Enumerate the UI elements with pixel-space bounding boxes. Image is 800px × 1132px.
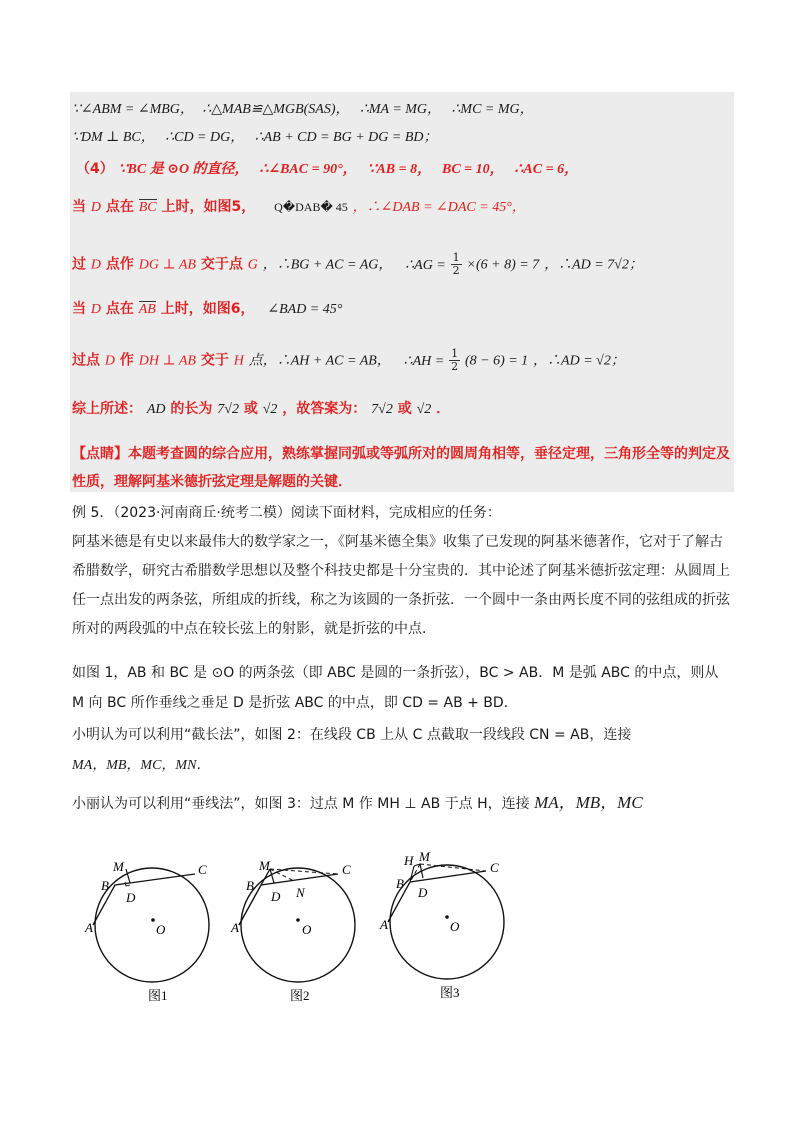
statement: ∠BAD = 45° bbox=[267, 302, 343, 317]
text: 上时，如图5， bbox=[161, 199, 256, 215]
statement: ∴MA = MG， bbox=[359, 102, 442, 117]
var: D bbox=[90, 257, 101, 273]
label-d: D bbox=[418, 885, 428, 900]
statement: ∵BC 是 ⊙O 的直径， bbox=[118, 162, 249, 177]
solution-line-4 bbox=[72, 196, 526, 216]
circle bbox=[390, 865, 504, 979]
solution-line-8 bbox=[72, 398, 450, 418]
fraction-num: 1 bbox=[452, 251, 460, 264]
text: 上时，如图6， bbox=[160, 301, 255, 317]
statement: ∵∠ABM = ∠MBG， bbox=[72, 102, 194, 117]
caption-fig2: 图2 bbox=[290, 988, 310, 1003]
solution-line-1 bbox=[72, 98, 534, 118]
arc-bc: BC bbox=[138, 200, 157, 215]
statement: ，∴AD = 7√2； bbox=[544, 257, 643, 273]
label-b: B bbox=[246, 878, 254, 893]
statement: ∵AB = 8， bbox=[367, 162, 432, 177]
text: 当 bbox=[72, 301, 86, 317]
garbled-math: Q�DAB� 45 bbox=[274, 200, 348, 214]
solution-comment bbox=[72, 440, 732, 496]
text: 点在 bbox=[105, 301, 134, 317]
var: AD bbox=[146, 402, 166, 417]
var: D bbox=[90, 200, 101, 215]
text: 点在 bbox=[105, 199, 134, 215]
statement: ∴MC = MG， bbox=[451, 102, 534, 117]
fig1-description bbox=[72, 658, 732, 718]
answer: √2 bbox=[416, 402, 432, 417]
text: ，故答案为： bbox=[282, 401, 367, 417]
statement: ∴AH = bbox=[403, 353, 445, 369]
statement: ，∴∠DAB = ∠DAC = 45°， bbox=[352, 200, 526, 215]
text: ． bbox=[436, 401, 451, 417]
label-a: A bbox=[85, 920, 93, 935]
label-o: O bbox=[302, 922, 312, 937]
text: 交于 bbox=[200, 352, 229, 369]
label-m: M bbox=[113, 859, 124, 874]
text: 交于点 bbox=[200, 256, 243, 273]
label-c: C bbox=[198, 862, 207, 877]
var: H bbox=[233, 353, 244, 369]
xiaoming-segments: MA，MB，MC，MN． bbox=[72, 758, 211, 773]
fraction-den: 2 bbox=[452, 264, 460, 277]
example-title bbox=[72, 500, 732, 526]
label-c: C bbox=[342, 862, 351, 877]
statement: ∵DM ⊥ BC， bbox=[72, 130, 155, 145]
label-a: A bbox=[231, 920, 239, 935]
text: 的长为 bbox=[170, 401, 213, 417]
figure-3 bbox=[379, 849, 504, 1000]
statement: ∴AB + CD = BG + DG = BD； bbox=[254, 130, 438, 145]
text: 过 bbox=[72, 256, 86, 273]
label-b: B bbox=[101, 878, 109, 893]
statement: ，∴AD = √2； bbox=[533, 353, 625, 369]
label-o: O bbox=[450, 919, 460, 934]
label-n: N bbox=[296, 885, 305, 900]
figure-1 bbox=[84, 859, 209, 1003]
solution-line-3 bbox=[76, 158, 578, 178]
circle bbox=[95, 868, 209, 982]
text: 当 bbox=[72, 199, 86, 215]
solution-line-7 bbox=[72, 348, 625, 373]
label-c: C bbox=[490, 860, 499, 875]
answer: 7√2 bbox=[217, 402, 239, 417]
label-a: A bbox=[380, 917, 388, 932]
fraction bbox=[451, 252, 462, 277]
center-dot bbox=[445, 915, 449, 919]
text: 点作 bbox=[105, 256, 134, 273]
xiaoli-method bbox=[72, 790, 732, 817]
comment-text: 【点睛】本题考查圆的综合应用，熟练掌握同弧或等弧所对的圆周角相等，垂径定理，三角形全等的判定及性质，理解阿基米德折弦定理是解题的关键． bbox=[72, 446, 730, 490]
text: 过点 bbox=[72, 352, 100, 369]
fraction-num: 1 bbox=[451, 347, 459, 360]
statement: ，∴BG + AC = AG， bbox=[262, 257, 393, 273]
var: D bbox=[104, 353, 115, 369]
label-d: D bbox=[126, 890, 136, 905]
caption-fig3: 图3 bbox=[440, 985, 460, 1000]
statement: 点，∴AH + AC = AB， bbox=[248, 353, 391, 369]
statement: ∴∠BAC = 90°， bbox=[259, 162, 357, 177]
label-o: O bbox=[156, 922, 166, 937]
arc-ab: AB bbox=[138, 302, 156, 317]
statement: DH ⊥ AB bbox=[138, 353, 196, 369]
center-dot bbox=[296, 918, 300, 922]
statement: ∴AG = bbox=[405, 257, 446, 273]
label-h: H bbox=[404, 853, 414, 868]
solution-line-6 bbox=[72, 298, 342, 318]
text: 或 bbox=[397, 401, 412, 417]
solution-shaded-block bbox=[70, 92, 734, 492]
answer: √2 bbox=[262, 402, 278, 417]
statement: ∴CD = DG， bbox=[165, 130, 245, 145]
xiaoli-text: 小丽认为可以利用“垂线法”，如图 3：过点 M 作 MH ⊥ AB 于点 H，连接 bbox=[72, 796, 530, 812]
statement: (8 − 6) = 1 bbox=[464, 353, 529, 369]
label-d: D bbox=[271, 889, 281, 904]
xiaoming-text: 小明认为可以利用“截长法”，如图 2：在线段 CB 上从 C 点截取一段线段 CN = AB，连接 bbox=[72, 727, 632, 743]
statement: ∴△MAB≌△MGB(SAS)， bbox=[202, 102, 350, 117]
fraction bbox=[449, 348, 460, 373]
text: 综上所述： bbox=[72, 401, 142, 417]
perpendicular-md bbox=[126, 869, 130, 883]
var: D bbox=[90, 302, 101, 317]
label-b: B bbox=[396, 876, 404, 891]
fraction-den: 2 bbox=[451, 360, 459, 373]
figures-svg bbox=[80, 840, 680, 1020]
xiaoming-method bbox=[72, 720, 732, 781]
text: 或 bbox=[243, 401, 258, 417]
example-title-text: 例 5．（2023·河南商丘·统考二模）阅读下面材料，完成相应的任务： bbox=[72, 505, 501, 521]
caption-fig1: 图1 bbox=[148, 988, 168, 1003]
statement: BC = 10， bbox=[441, 162, 504, 177]
xiaoli-segments: MA，MB，MC bbox=[534, 793, 643, 812]
extension-bh bbox=[410, 866, 414, 882]
figure-2 bbox=[230, 858, 355, 1003]
solution-line-2 bbox=[72, 126, 437, 146]
part-label: （4） bbox=[76, 161, 114, 177]
statement: DG ⊥ AB bbox=[138, 257, 196, 273]
center-dot bbox=[151, 918, 155, 922]
example-intro bbox=[72, 528, 732, 644]
label-m: M bbox=[259, 858, 270, 873]
answer: 7√2 bbox=[371, 402, 393, 417]
var: G bbox=[247, 257, 258, 273]
statement: ∴AC = 6， bbox=[514, 162, 579, 177]
label-m: M bbox=[419, 849, 430, 864]
text: 作 bbox=[119, 352, 134, 369]
fig1-text: 如图 1，AB 和 BC 是 ⊙O 的两条弦（即 ABC 是圆的一条折弦），BC > AB．M 是弧 ABC 的中点，则从 M 向 BC 所作垂线之垂足 D 是折弦 ABC 的中点，即 CD = AB + BD． bbox=[72, 665, 719, 711]
intro-text: 阿基米德是有史以来最伟大的数学家之一，《阿基米德全集》收集了已发现的阿基米德著作，它对于了解古希腊数学，研究古希腊数学思想以及整个科技史都是十分宝贵的．其中论述了阿基米德折弦定理：从圆周上任一点出发的两条弦，所组成的折线，称之为该圆的一条折弦．一个圆中一条由两长度不同的弦组成的折弦所对的两段弧的中点在较长弦上的射影，就是折弦的中点． bbox=[72, 534, 730, 637]
statement: ×(6 + 8) = 7 bbox=[466, 257, 540, 273]
solution-line-5 bbox=[72, 252, 643, 277]
